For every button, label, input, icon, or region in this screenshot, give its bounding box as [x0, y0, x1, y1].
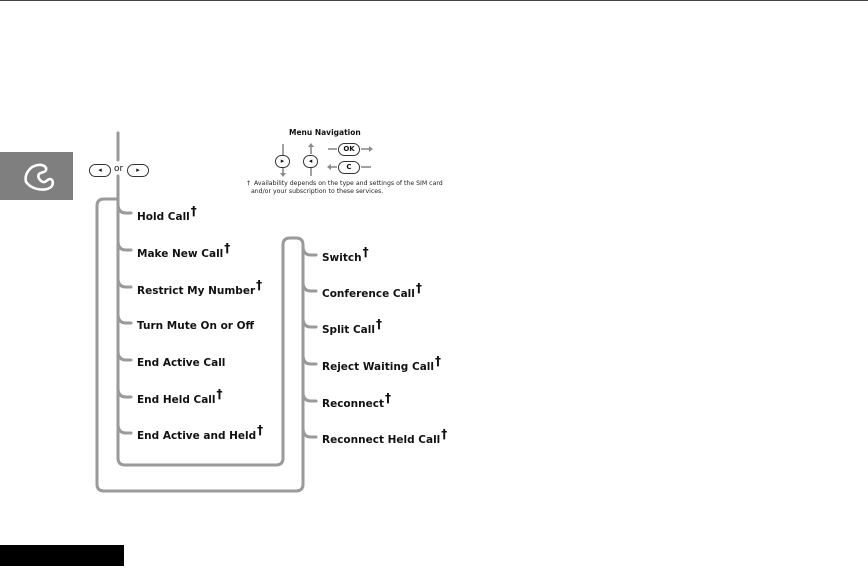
menu-item-reconnect-held-call[interactable]: Reconnect Held Call†	[322, 427, 448, 446]
footnote-line-2: and/or your subscription to these services.	[250, 188, 384, 195]
menu-item-reconnect[interactable]: Reconnect†	[322, 391, 391, 410]
menu-item-make-new-call[interactable]: Make New Call†	[137, 241, 231, 260]
menu-item-end-held-call[interactable]: End Held Call†	[137, 387, 223, 406]
menu-item-turn-mute[interactable]: Turn Mute On or Off	[137, 320, 255, 332]
menu-item-end-active-call[interactable]: End Active Call	[137, 357, 226, 369]
left-key-icon: ◂	[303, 155, 318, 168]
menu-navigation-title: Menu Navigation	[289, 128, 361, 137]
availability-footnote	[247, 180, 447, 196]
menu-item-hold-call[interactable]: Hold Call†	[137, 204, 197, 223]
menu-item-end-active-and-held[interactable]: End Active and Held†	[137, 423, 264, 442]
left-arrow-key-icon: ◂	[89, 164, 111, 177]
menu-item-restrict-my-number[interactable]: Restrict My Number†	[137, 278, 263, 297]
menu-item-split-call[interactable]: Split Call†	[322, 317, 382, 336]
menu-item-reject-waiting-call[interactable]: Reject Waiting Call†	[322, 354, 441, 373]
footnote-mark: †	[247, 180, 251, 187]
right-arrow-key-icon: ▸	[127, 164, 149, 177]
menu-item-switch[interactable]: Switch†	[322, 245, 369, 264]
ok-key	[338, 143, 360, 156]
c-key-label: C	[346, 163, 352, 171]
menu-item-conference-call[interactable]: Conference Call†	[322, 281, 422, 300]
right-key-icon: ▸	[275, 155, 290, 168]
c-key	[338, 161, 360, 174]
footnote-line-1: Availability depends on the type and settings of the SIM card	[254, 180, 443, 187]
or-label: or	[114, 164, 124, 174]
ok-key-label: OK	[343, 145, 355, 153]
